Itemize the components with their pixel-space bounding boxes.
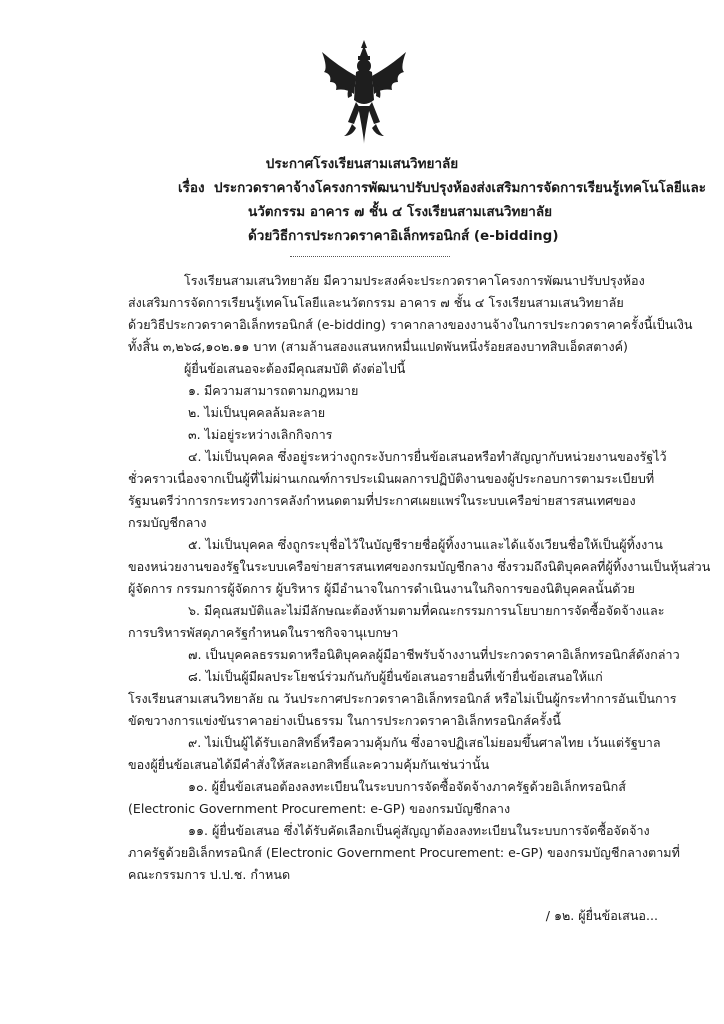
- intro-line: ส่งเสริมการจัดการเรียนรู้เทคโนโลยีและนวัตกรรม อาคาร ๗ ชั้น ๔ โรงเรียนสามเสนวิทยาลัย: [128, 295, 624, 310]
- qualification-item-8: ๘. ไม่เป็นผู้มีผลประโยชน์ร่วมกันกับผู้ยื่นข้อเสนอรายอื่นที่เข้ายื่นข้อเสนอให้แก่: [188, 669, 603, 684]
- qualification-item-11-cont: ภาครัฐด้วยอิเล็กทรอนิกส์ (Electronic Government Procurement: e-GP) ของกรมบัญชีกลางตามที่: [128, 845, 680, 860]
- qualification-item-10-cont: (Electronic Government Procurement: e-GP) ของกรมบัญชีกลาง: [128, 801, 511, 816]
- qualification-item-5-cont: ผู้จัดการ กรรมการผู้จัดการ ผู้บริหาร ผู้มีอำนาจในการดำเนินงานในกิจการของนิติบุคคลนั้นด้วย: [128, 581, 635, 596]
- qualification-item-4-cont: รัฐมนตรีว่าการกระทรวงการคลังกำหนดตามที่ประกาศเผยแพร่ในระบบเครือข่ายสารสนเทศของ: [128, 493, 636, 508]
- qualification-item-6: ๖. มีคุณสมบัติและไม่มีลักษณะต้องห้ามตามที่คณะกรรมการนโยบายการจัดซื้อจัดจ้างและ: [188, 603, 665, 618]
- page-continuation: / ๑๒. ผู้ยื่นข้อเสนอ...: [545, 908, 658, 923]
- qualification-item-4: ๔. ไม่เป็นบุคคล ซึ่งอยู่ระหว่างถูกระงับการยื่นข้อเสนอหรือทำสัญญากับหน่วยงานของรัฐไว้: [188, 449, 667, 464]
- announcement-body: [128, 270, 711, 886]
- qualification-item-9-cont: ของผู้ยื่นข้อเสนอได้มีคำสั่งให้สละเอกสิทธิ์และความคุ้มกันเช่นว่านั้น: [128, 757, 490, 772]
- qualification-item-3: ๓. ไม่อยู่ระหว่างเลิกกิจการ: [188, 427, 333, 442]
- qualification-item-2: ๒. ไม่เป็นบุคคลล้มละลาย: [188, 405, 326, 420]
- announcement-header: [0, 152, 724, 248]
- subject-line-2: นวัตกรรม อาคาร ๗ ชั้น ๔ โรงเรียนสามเสนวิทยาลัย: [248, 204, 553, 220]
- qualification-item-8-cont: ขัดขวางการแข่งขันราคาอย่างเป็นธรรม ในการประกวดราคาอิเล็กทรอนิกส์ครั้งนี้: [128, 713, 561, 728]
- qualification-item-1: ๑. มีความสามารถตามกฎหมาย: [188, 383, 359, 398]
- subject-row-2: [0, 200, 724, 224]
- intro-line: ด้วยวิธีประกวดราคาอิเล็กทรอนิกส์ (e-bidding) ราคากลางของงานจ้างในการประกวดราคาครั้งนี้เป็นเงิน: [128, 317, 693, 332]
- garuda-emblem: [318, 38, 410, 146]
- subject-label: เรื่อง: [178, 180, 205, 196]
- qualification-item-5-cont: ของหน่วยงานของรัฐในระบบเครือข่ายสารสนเทศของกรมบัญชีกลาง ซึ่งรวมถึงนิติบุคคลที่ผู้ทิ้งงานเป็นหุ้นส่วน: [128, 559, 711, 574]
- qualification-item-11-cont: คณะกรรมการ ป.ป.ช. กำหนด: [128, 867, 291, 882]
- subject-row-3: [0, 224, 724, 248]
- qualification-item-9: ๙. ไม่เป็นผู้ได้รับเอกสิทธิ์หรือความคุ้มกัน ซึ่งอาจปฏิเสธไม่ยอมขึ้นศาลไทย เว้นแต่รัฐบาล: [188, 735, 661, 750]
- intro-line: ทั้งสิ้น ๓,๒๖๘,๑๐๒.๑๑ บาท (สามล้านสองแสนหกหมื่นแปดพันหนึ่งร้อยสองบาทสิบเอ็ดสตางค์): [128, 339, 628, 354]
- qualification-item-5: ๕. ไม่เป็นบุคคล ซึ่งถูกระบุชื่อไว้ในบัญชีรายชื่อผู้ทิ้งงานและได้แจ้งเวียนชื่อให้เป็นผู้ทิ้งงาน: [188, 537, 663, 552]
- subject-row: [0, 176, 724, 200]
- header-separator: [290, 256, 450, 257]
- subject-line-3: ด้วยวิธีการประกวดราคาอิเล็กทรอนิกส์ (e-bidding): [248, 228, 559, 244]
- qualification-item-11: ๑๑. ผู้ยื่นข้อเสนอ ซึ่งได้รับคัดเลือกเป็นคู่สัญญาต้องลงทะเบียนในระบบการจัดซื้อจัดจ้าง: [188, 823, 650, 838]
- garuda-emblem-graphic: [318, 38, 410, 146]
- qualifications-intro: ผู้ยื่นข้อเสนอจะต้องมีคุณสมบัติ ดังต่อไปนี้: [184, 361, 406, 376]
- qualification-item-6-cont: การบริหารพัสดุภาครัฐกำหนดในราชกิจจานุเบกษา: [128, 625, 399, 640]
- qualification-item-8-cont: โรงเรียนสามเสนวิทยาลัย ณ วันประกาศประกวดราคาอิเล็กทรอนิกส์ หรือไม่เป็นผู้กระทำการอันเป็นการ: [128, 691, 677, 706]
- intro-line: โรงเรียนสามเสนวิทยาลัย มีความประสงค์จะประกวดราคาโครงการพัฒนาปรับปรุงห้อง: [184, 273, 645, 288]
- announcement-title: ประกาศโรงเรียนสามเสนวิทยาลัย: [265, 156, 459, 172]
- qualification-item-10: ๑๐. ผู้ยื่นข้อเสนอต้องลงทะเบียนในระบบการจัดซื้อจัดจ้างภาครัฐด้วยอิเล็กทรอนิกส์: [188, 779, 626, 794]
- subject-line-1: ประกวดราคาจ้างโครงการพัฒนาปรับปรุงห้องส่งเสริมการจัดการเรียนรู้เทคโนโลยีและ: [214, 180, 707, 196]
- qualification-item-4-cont: ชั่วคราวเนื่องจากเป็นผู้ที่ไม่ผ่านเกณฑ์การประเมินผลการปฏิบัติงานของผู้ประกอบการตามระเบียบที่: [128, 471, 655, 486]
- qualification-item-7: ๗. เป็นบุคคลธรรมดาหรือนิติบุคคลผู้มีอาชีพรับจ้างงานที่ประกวดราคาอิเล็กทรอนิกส์ดังกล่าว: [188, 647, 680, 662]
- qualification-item-4-cont: กรมบัญชีกลาง: [128, 515, 207, 530]
